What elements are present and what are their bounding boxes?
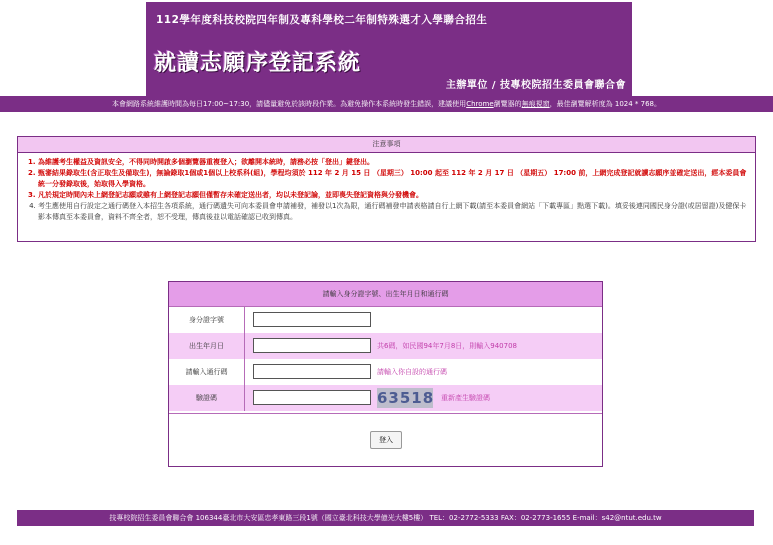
system-title: 就讀志願序登記系統: [154, 51, 362, 76]
maintenance-info-bar: [0, 96, 773, 112]
notice-item: 2. 甄審結果錄取生(含正取生及備取生)，無論錄取1個或1個以上校系科(組)，學程均須於 112 年 2 月 15 日 （星期三） 10:00 起至 112 年 2 月 17 日 （星期五） 17:00 前，上網完成登記就讀志願序並確定送出，經本委員會統一分發錄取後，始取得入學資格。: [38, 168, 749, 190]
captcha-image: 63518: [377, 389, 435, 407]
refresh-captcha-link[interactable]: 重新產生驗證碼: [441, 394, 490, 402]
password-hint: 請輸入你自設的通行碼: [377, 368, 447, 376]
notice-item: 4. 考生應使用自行設定之通行碼登入本招生各項系統，通行碼遺失可向本委員會申請補發，補發以1次為限，通行碼補發申請表格請自行上網下載(請至本委員會網站「下載專區」點選下載)。填妥後連同國民身分證(或居留證)及健保卡影本傳真至本委員會，資料不齊全者，恕不受理，傳真後並以電話確認已收到傳真。: [38, 201, 749, 223]
organizer-label: 主辦單位 / 技專校院招生委員會聯合會: [445, 80, 626, 91]
notice-heading: 注意事項: [18, 137, 755, 153]
info-text-after: ，最佳瀏覽解析度為 1024 * 768。: [549, 100, 662, 108]
dob-label: 出生年月日: [169, 333, 245, 359]
password-label: 請輸入通行碼: [169, 359, 245, 385]
birthdate-input[interactable]: [253, 338, 371, 353]
header-banner: [146, 2, 632, 96]
notice-panel: [17, 136, 756, 242]
incognito-link[interactable]: 無痕視窗: [521, 100, 550, 108]
info-text-before: 本會網路系統維護時間為每日17:00~17:30，請儘量避免於該時段作業。為避免操作本系統時發生錯誤，建議使用: [111, 100, 467, 108]
footer-contact: 技專校院招生委員會聯合會 106344臺北市大安區忠孝東路三段1號（國立臺北科技大學億光大樓5樓） TEL：02-2772-5333 FAX：02-2773-1655 E-mail：s42@ntut.edu.tw: [17, 510, 754, 526]
login-button[interactable]: 登入: [370, 431, 402, 449]
captcha-row: [169, 385, 602, 411]
info-text-middle: 瀏覽器的: [493, 100, 522, 108]
exam-name: 112學年度科技校院四年制及專科學校二年制特殊選才入學聯合招生: [156, 14, 488, 26]
login-heading: 請輸入身分證字號、出生年月日和通行碼: [169, 282, 602, 307]
notice-item: 3. 凡於規定時間內未上網登記志願或雖有上網登記志願但僅暫存未確定送出者，均以未登記論，並即喪失登記資格與分發機會。: [38, 190, 749, 201]
password-input[interactable]: [253, 364, 371, 379]
dob-hint: 共6碼，如民國94年7月8日，則輸入940708: [377, 342, 517, 350]
chrome-link[interactable]: Chrome: [466, 100, 494, 108]
submit-row: [169, 413, 602, 467]
dob-row: [169, 333, 602, 359]
notice-item: 1. 為維護考生權益及資訊安全，不得同時開啟多個瀏覽器重複登入；欲離開本統時，請務必按「登出」鍵登出。: [38, 157, 749, 168]
login-form: [168, 281, 603, 467]
captcha-label: 驗證碼: [169, 385, 245, 411]
password-row: [169, 359, 602, 386]
captcha-input[interactable]: [253, 390, 371, 405]
id-number-input[interactable]: [253, 312, 371, 327]
id-label: 身分證字號: [169, 307, 245, 333]
id-row: [169, 307, 602, 334]
notice-list: [18, 157, 755, 223]
